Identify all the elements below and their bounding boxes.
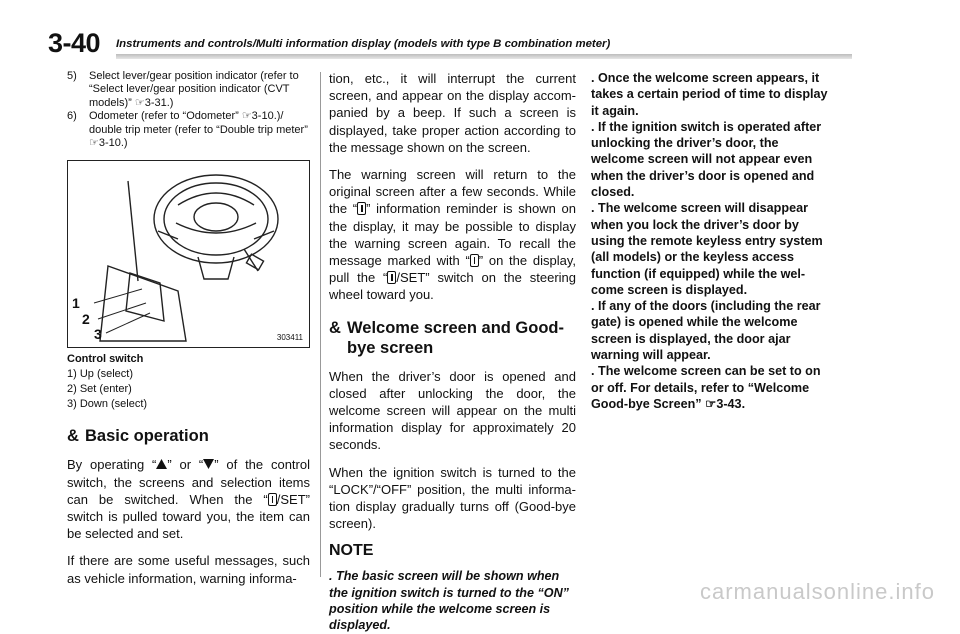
caption-item: 2) Set (enter) <box>67 383 132 396</box>
info-i-icon <box>470 254 479 267</box>
section-mark: & <box>67 427 79 446</box>
column-right <box>591 70 831 412</box>
column-divider <box>320 72 321 577</box>
caption-item: 1) Up (select) <box>67 368 134 381</box>
note-item: . If any of the doors (including the rear gate) is opened while the welcome screen is displayed, the door ajar warning will appear. <box>591 299 821 363</box>
list-item: 6) Odometer (refer to “Odometer” ☞3-10.)/ double trip meter (refer to “Double trip meter” ☞3-10.) <box>67 110 308 150</box>
section-heading-basic-operation: & Basic operation <box>67 427 209 446</box>
note-heading: NOTE <box>329 542 374 560</box>
warning-return-paragraph: The warning screen will return to the original screen after a few seconds. While the “ ” information reminder is shown on the display, it may be possible to display the warning screen again. To recall the message marked with “ ” on the display, pull the “ /SET” switch on the steering wheel toward you. <box>329 167 576 303</box>
caption-item: 3) Down (select) <box>67 398 148 411</box>
triangle-down-icon <box>203 459 214 469</box>
note-item: . The basic screen will be shown when the ignition switch is turned to the “ON” position while the welcome screen is displayed. <box>329 569 569 633</box>
list-item: 5) Select lever/gear position indicator (refer to “Select lever/gear position indicator (CVT models)” ☞3-31.) <box>67 70 299 109</box>
triangle-up-icon <box>156 459 167 469</box>
figure-label-1: 1 <box>72 295 80 312</box>
note-item: . If the ignition switch is operated after unlocking the driver’s door, the welcome screen will not appear even when the driver’s door is opened and closed. <box>591 119 822 200</box>
interrupt-paragraph: tion, etc., it will interrupt the current screen, and appear on the display accom-panied by a beep. If such a screen is displayed, take proper action according to the message shown on the screen. <box>329 71 576 155</box>
figure-caption <box>67 352 310 412</box>
info-i-icon <box>357 202 366 215</box>
column-left <box>67 70 310 597</box>
section-header-title: Instruments and controls/Multi information display (models with type B combination meter) <box>116 38 611 50</box>
page-number: 3-40 <box>48 28 101 58</box>
display-item-list <box>67 70 310 150</box>
goodbye-paragraph: When the ignition switch is turned to the “LOCK”/“OFF” position, the multi informa-tion display gradually turns off (Good-bye screen). <box>329 464 576 532</box>
note-item: . The welcome screen will disappear when you lock the driver’s door by using the remote keyless entry system (all models) or the keyless access function (if equipped) while the wel-come screen is displayed. <box>591 201 823 297</box>
caption-title: Control switch <box>67 353 144 366</box>
note-item: . The welcome screen can be set to on or off. For details, refer to “Welcome Good-bye Screen” ☞3-43. <box>591 364 821 411</box>
info-i-icon <box>387 271 396 284</box>
figure-code: 303411 <box>276 333 303 343</box>
info-i-icon <box>268 493 277 506</box>
basic-operation-paragraph-2: If there are some useful messages, such as vehicle information, warning informa- <box>67 553 310 586</box>
figure-label-3: 3 <box>94 326 102 343</box>
steering-wheel-illustration <box>68 161 309 347</box>
header-rule <box>116 54 852 59</box>
page-header <box>0 0 960 60</box>
basic-operation-paragraph-1: By operating “ ” or “ ” of the control switch, the screens and selection items can be switched. When the “ /SET” switch is pulled toward you, the item can be selected and set. <box>67 457 310 542</box>
section-heading-welcome-goodbye: & Welcome screen and Good-bye screen <box>329 318 564 357</box>
figure-label-2: 2 <box>82 311 90 328</box>
welcome-paragraph: When the driver’s door is opened and closed after unlocking the door, the welcome screen will appear on the multi information display for approximately 20 seconds. <box>329 368 576 453</box>
steering-wheel-figure <box>67 160 310 348</box>
column-middle <box>329 70 576 634</box>
section-mark: & <box>329 318 341 337</box>
note-item: . Once the welcome screen appears, it takes a certain period of time to display it again. <box>591 71 828 118</box>
watermark: carmanualsonline.info <box>699 579 935 604</box>
